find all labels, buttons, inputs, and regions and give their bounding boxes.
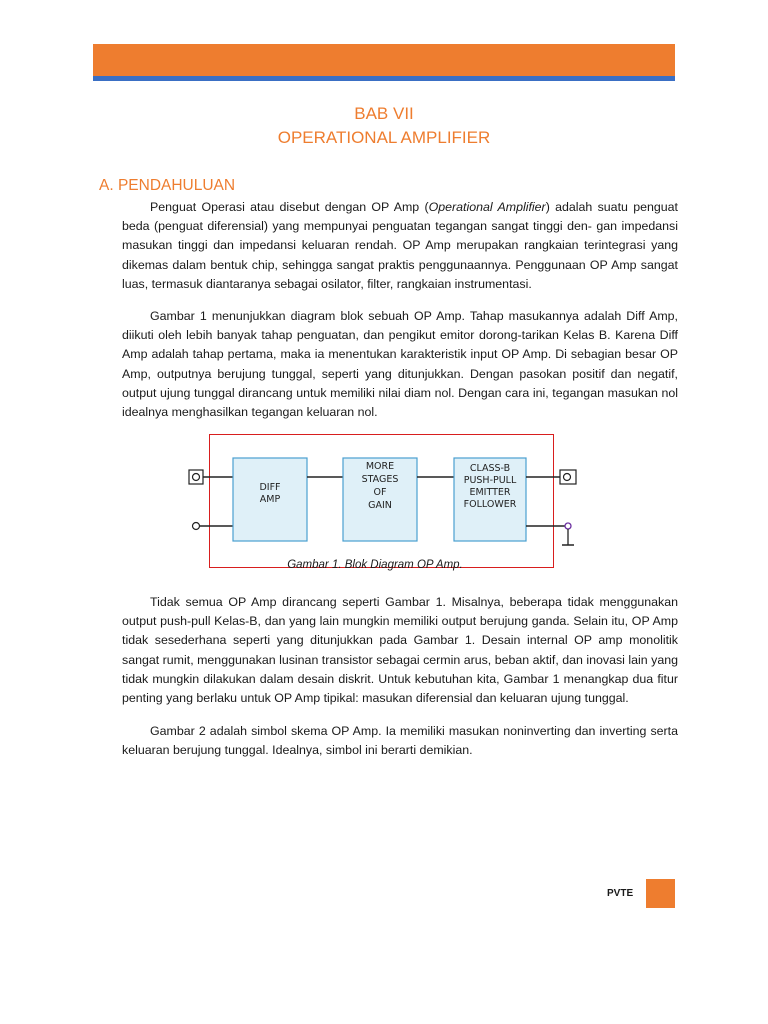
- output-stage-label-2: PUSH-PULL: [463, 475, 517, 486]
- section-heading: A. PENDAHULUAN: [99, 177, 236, 194]
- paragraph-4: [122, 722, 678, 760]
- chapter-number: BAB VII: [354, 104, 414, 123]
- gain-label-1: MORE: [365, 461, 395, 472]
- ground-node: [565, 523, 571, 529]
- footer-page-box: [646, 879, 675, 908]
- header-bar: [93, 44, 675, 76]
- paragraph-1: [122, 198, 678, 294]
- paragraph-2: [122, 307, 678, 422]
- header-rule: [93, 76, 675, 81]
- input-inverting-terminal: [193, 523, 200, 530]
- figure-caption: Gambar 1. Blok Diagram OP Amp.: [287, 559, 463, 571]
- gain-label-4: GAIN: [368, 500, 392, 511]
- gain-label-2: STAGES: [361, 474, 399, 485]
- output-terminal: [564, 474, 571, 481]
- output-stage-label-4: FOLLOWER: [463, 499, 517, 510]
- paragraph-1-italic: Operational Amplifier: [428, 200, 546, 214]
- paragraph-3: [122, 593, 678, 708]
- paragraph-3-text: Tidak semua OP Amp dirancang seperti Gambar 1. Misalnya, beberapa tidak menggunakan output push-pull Kelas-B, dan yang lain mungkin memiliki output berujung ganda. Selain itu, OP Amp tidak sesederhana seperti yang ditunjukkan pada Gambar 1. Desain internal OP amp monolitik sangat rumit, menggunakan lusinan transistor sebagai cermin arus, beban aktif, dan inovasi lain yang tidak mungkin dilakukan dalam desain diskrit. Untuk kebutuhan kita, Gambar 1 menangkap dua fitur penting yang berlaku untuk OP Amp tipikal: masukan diferensial dan keluaran ujung tunggal.: [122, 595, 678, 706]
- block-diagram: [186, 452, 586, 557]
- diff-amp-label-2: AMP: [259, 494, 281, 505]
- paragraph-4-text: Gambar 2 adalah simbol skema OP Amp. Ia memiliki masukan noninverting dan inverting serta keluaran berujung tunggal. Idealnya, simbol ini berarti demikian.: [122, 724, 678, 758]
- paragraph-2-text: Gambar 1 menunjukkan diagram blok sebuah OP Amp. Tahap masukannya adalah Diff Amp, diikuti oleh lebih banyak tahap penguatan, dan pengikut emitor dorong-tarikan Kelas B. Karena Diff Amp adalah tahap pertama, maka ia menentukan karakteristik input OP Amp. Di sebagian besar OP Amp, outputnya berujung tunggal, seperti yang ditunjukkan. Dengan pasokan positif dan negatif, output ujung tunggal dirancang untuk memiliki nilai diam nol. Dengan cara ini, tegangan masukan nol idealnya menghasilkan tegangan keluaran nol.: [122, 309, 678, 420]
- footer-label: PVTE: [607, 888, 634, 899]
- chapter-title: OPERATIONAL AMPLIFIER: [277, 128, 491, 147]
- input-noninverting-terminal: [193, 474, 200, 481]
- output-stage-label-1: CLASS-B: [469, 463, 511, 474]
- diff-amp-label-1: DIFF: [259, 482, 281, 493]
- gain-label-3: OF: [373, 487, 387, 498]
- output-stage-label-3: EMITTER: [469, 487, 511, 498]
- paragraph-1-start: Penguat Operasi atau disebut dengan OP Amp (: [150, 200, 429, 214]
- paragraph-1-end: ) adalah suatu penguat beda (penguat diferensial) yang mempunyai penguatan tegangan sangat tinggi den- gan impedansi masukan tinggi dan impedansi keluaran rendah. OP Amp merupakan rangkaian terintegrasi yang dikemas dalam bentuk chip, sehingga sangat praktis penggunaannya. Penggunaan OP Amp sangat luas, termasuk diantaranya sebagai osilator, filter, rangkaian instrumentasi.: [122, 200, 678, 291]
